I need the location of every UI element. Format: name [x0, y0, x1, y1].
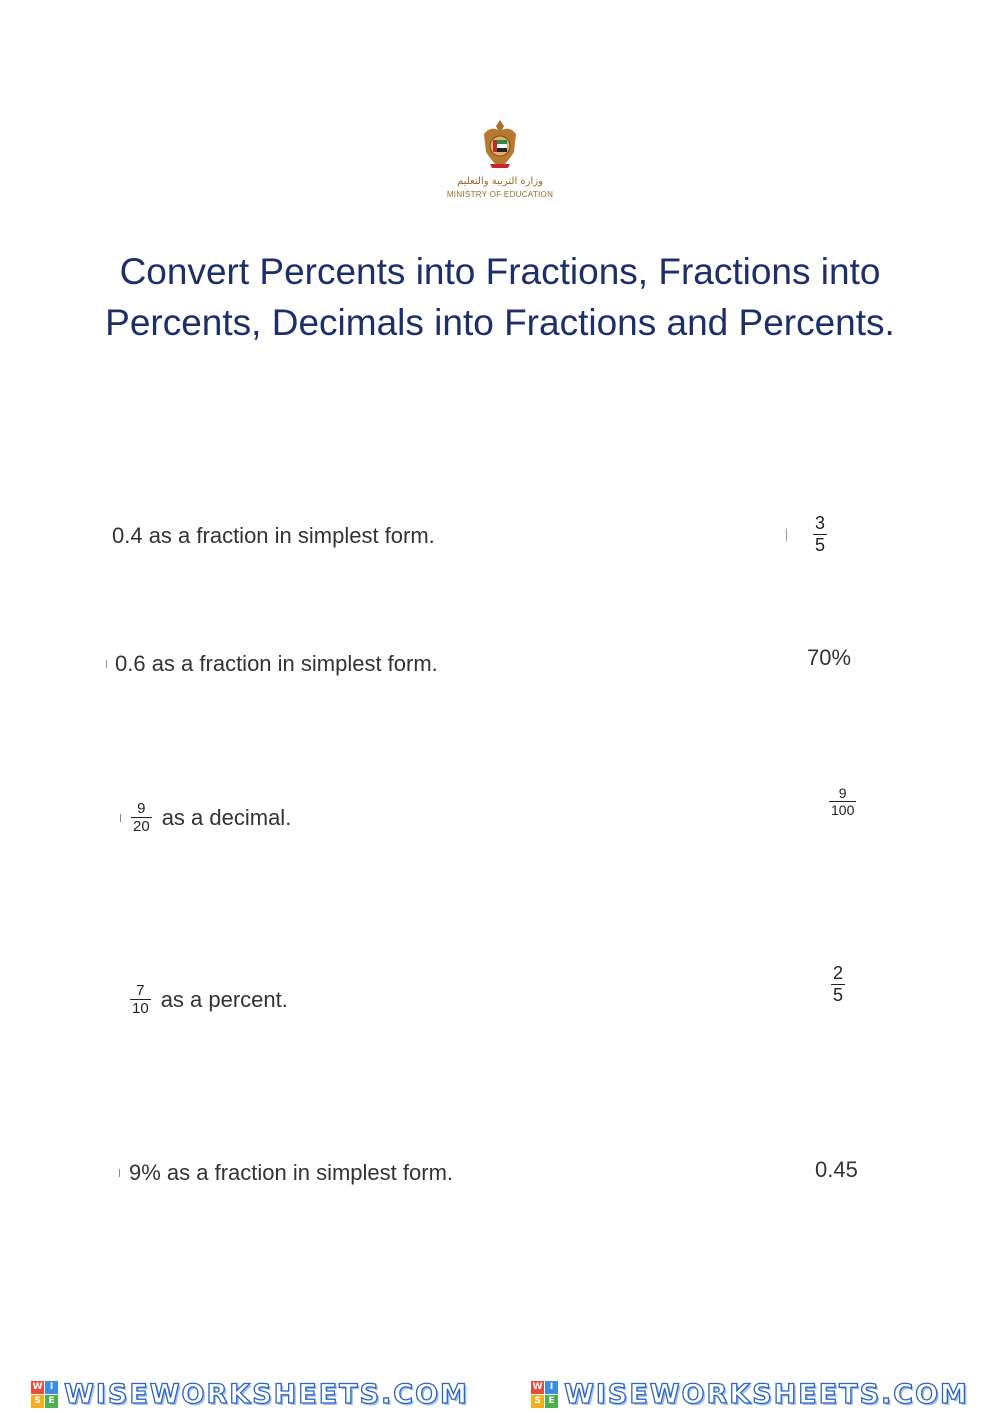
fraction-denominator: 5: [833, 985, 844, 1005]
letter-block: W: [32, 1382, 43, 1392]
answer-4-fraction: [831, 964, 845, 1005]
letter-blocks-icon: [531, 1381, 558, 1408]
fraction-denominator: 10: [132, 1000, 149, 1017]
fraction-denominator: 20: [133, 818, 150, 835]
letter-blocks-icon: [31, 1381, 58, 1408]
question-marker: [120, 814, 121, 822]
answer-marker: [786, 529, 787, 541]
letter-block: E: [545, 1395, 558, 1408]
answer-1[interactable]: [786, 514, 827, 555]
letter-block: S: [31, 1395, 44, 1408]
watermark-logo: [531, 1379, 969, 1410]
fraction-denominator: 100: [831, 802, 855, 818]
question-marker: [106, 660, 107, 668]
letter-block: E: [45, 1395, 58, 1408]
question-3: [120, 801, 291, 834]
letter-block: I: [45, 1381, 58, 1394]
question-2: [106, 651, 438, 677]
question-3-fraction: [131, 801, 152, 834]
page-title: Convert Percents into Fractions, Fractions into Percents, Decimals into Fractions and Percents.: [105, 251, 895, 343]
question-marker: [119, 1169, 120, 1177]
letter-block: S: [531, 1395, 544, 1408]
ministry-logo: [430, 118, 570, 199]
question-5-text: 9% as a fraction in simplest form.: [129, 1160, 454, 1185]
fraction-numerator: 9: [137, 800, 146, 817]
answer-2[interactable]: [807, 645, 851, 671]
question-1-text: 0.4 as a fraction in simplest form.: [112, 523, 435, 548]
watermark-text: WISEWORKSHEETS.COM: [64, 1379, 469, 1410]
answer-5-text: 0.45: [815, 1157, 858, 1182]
letter-block: W: [532, 1382, 543, 1392]
fraction-numerator: 9: [838, 785, 847, 801]
answer-5[interactable]: [815, 1157, 858, 1183]
fraction-numerator: 2: [833, 963, 844, 983]
letter-block: I: [545, 1381, 558, 1394]
footer-watermark: [0, 1376, 1000, 1413]
question-2-text: 0.6 as a fraction in simplest form.: [115, 651, 438, 676]
fraction-numerator: 3: [815, 513, 826, 533]
question-4: [130, 983, 288, 1016]
answer-3[interactable]: [829, 786, 856, 817]
watermark-logo: [31, 1379, 469, 1410]
question-4-fraction: [130, 983, 151, 1016]
fraction-numerator: 7: [136, 982, 145, 999]
question-3-text: as a decimal.: [161, 804, 292, 830]
question-5: [119, 1160, 453, 1186]
fraction-denominator: 5: [815, 535, 826, 555]
question-1: [112, 523, 435, 549]
uae-falcon-emblem-icon: [478, 118, 522, 172]
ministry-name-arabic: وزارة التربية والتعليم: [457, 176, 543, 187]
answer-2-text: 70%: [807, 645, 852, 670]
ministry-name-english: MINISTRY OF EDUCATION: [446, 190, 554, 199]
answer-1-fraction: [813, 514, 827, 555]
answer-3-fraction: [829, 786, 856, 817]
watermark-text: WISEWORKSHEETS.COM: [564, 1379, 969, 1410]
question-4-text: as a percent.: [160, 986, 288, 1012]
answer-4[interactable]: [831, 964, 845, 1005]
